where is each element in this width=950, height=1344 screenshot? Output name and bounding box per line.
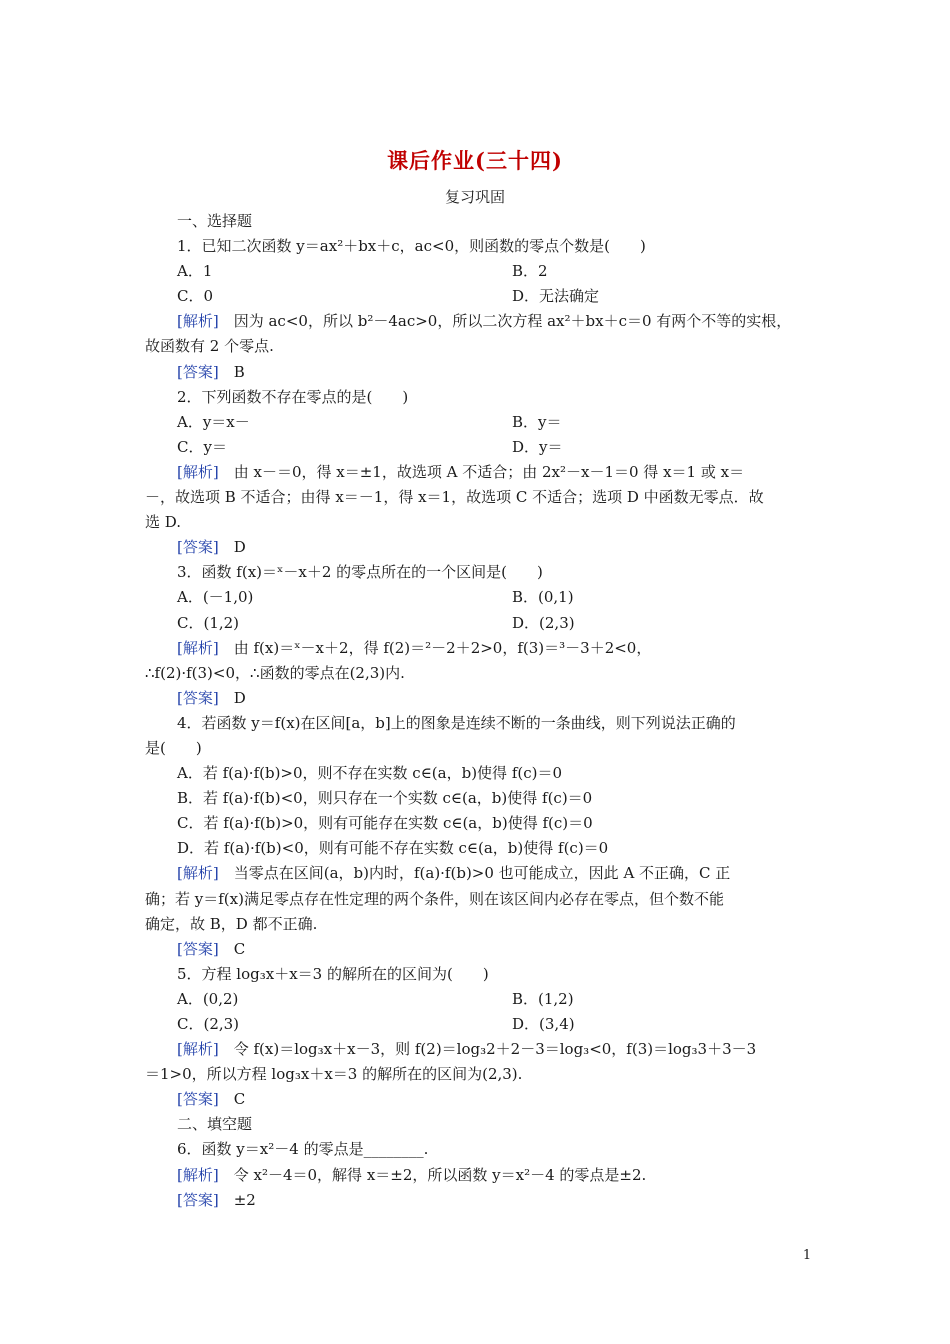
- analysis-text: 当零点在区间(a，b)内时，f(a)·f(b)>0 也可能成立，因此 A 不正确，C 正: [218, 864, 731, 883]
- answer-text: D: [218, 688, 246, 707]
- answer-tag: [答案]: [177, 939, 219, 958]
- section-heading: 一、选择题: [177, 212, 253, 230]
- answer-tag: [答案]: [177, 1190, 219, 1209]
- option: B．(0,1): [512, 588, 574, 607]
- answer: [145, 360, 813, 385]
- option: A．y＝x－: [177, 412, 250, 431]
- page-subtitle: 复习巩固: [444, 188, 505, 206]
- option: B．若 f(a)·f(b)<0，则只存在一个实数 c∈(a，b)使得 f(c)＝0: [177, 789, 593, 808]
- option: A．(0,2): [177, 989, 239, 1008]
- page-number: 1: [802, 1248, 812, 1263]
- question-stem: 是( ): [145, 738, 202, 757]
- analysis-text: 由 x－＝0，得 x＝±1，故选项 A 不适合；由 2x²－x－1＝0 得 x＝1 或 x＝: [218, 462, 745, 481]
- analysis-text: ＝1>0，所以方程 log₃x＋x＝3 的解所在的区间为(2,3).: [145, 1065, 523, 1084]
- answer: [145, 937, 813, 962]
- question-stem: 2．下列函数不存在零点的是( ): [177, 387, 409, 406]
- analysis-tag: [解析]: [177, 1165, 219, 1184]
- options-row: [145, 1012, 813, 1037]
- answer-text: B: [218, 362, 245, 381]
- answer: [145, 1087, 813, 1112]
- question-stem: 4．若函数 y＝f(x)在区间[a，b]上的图象是连续不断的一条曲线，则下列说法正确的: [177, 713, 736, 732]
- analysis-tag: [解析]: [177, 312, 219, 331]
- analysis-tag: [解析]: [177, 1040, 219, 1059]
- options-row: [145, 435, 813, 460]
- question-stem: 1．已知二次函数 y＝ax²＋bx＋c，ac<0，则函数的零点个数是( ): [177, 237, 646, 256]
- option: D．无法确定: [512, 287, 600, 306]
- analysis-text: 由 f(x)＝ˣ－x＋2，得 f(2)＝²－2＋2>0，f(3)＝³－3＋2<0，: [218, 638, 652, 657]
- option: D．y＝: [512, 437, 563, 456]
- analysis: [145, 636, 813, 661]
- options-row: [145, 284, 813, 309]
- section-heading: 二、填空题: [177, 1115, 253, 1134]
- analysis-text: －，故选项 B 不适合；由得 x＝－1，得 x＝1，故选项 C 不适合；选项 D 中函数无零点．故: [145, 488, 764, 507]
- option: A．1: [177, 262, 213, 281]
- option: C．0: [177, 287, 214, 306]
- analysis: [145, 460, 813, 485]
- analysis: [145, 1163, 813, 1188]
- option: D．若 f(a)·f(b)<0，则有可能不存在实数 c∈(a，b)使得 f(c)＝0: [177, 839, 609, 858]
- answer: [145, 535, 813, 560]
- option: D．(3,4): [512, 1015, 575, 1033]
- analysis-tag: [解析]: [177, 638, 219, 657]
- answer-tag: [答案]: [177, 1090, 219, 1109]
- document-body: [145, 209, 813, 1213]
- answer-text: C: [218, 939, 246, 958]
- answer: [145, 686, 813, 711]
- options-row: [145, 987, 813, 1012]
- analysis: [145, 309, 813, 334]
- analysis-text: 因为 ac<0，所以 b²－4ac>0，所以二次方程 ax²＋bx＋c＝0 有两个不等的实根，: [218, 312, 792, 331]
- option: A．若 f(a)·f(b)>0，则不存在实数 c∈(a，b)使得 f(c)＝0: [177, 764, 563, 783]
- analysis-text: ∴f(2)·f(3)<0，∴函数的零点在(2,3)内.: [145, 663, 405, 682]
- answer-text: D: [218, 538, 246, 557]
- analysis: [145, 861, 813, 886]
- answer-tag: [答案]: [177, 362, 219, 381]
- answer-text: ±2: [218, 1190, 256, 1209]
- analysis-tag: [解析]: [177, 462, 219, 481]
- option: B．2: [512, 262, 548, 281]
- option: B．(1,2): [512, 989, 574, 1008]
- question-stem: 6．函数 y＝x²－4 的零点是________.: [177, 1140, 429, 1159]
- option: B．y＝: [512, 412, 562, 431]
- options-row: [145, 611, 813, 636]
- analysis-text: 令 f(x)＝log₃x＋x－3，则 f(2)＝log₃2＋2－3＝log₃<0，f(3)＝log₃3＋3－3: [218, 1040, 757, 1059]
- analysis-text: 确定，故 B，D 都不正确.: [145, 914, 318, 933]
- answer-text: C: [218, 1090, 246, 1109]
- option: C．y＝: [177, 437, 227, 456]
- analysis: [145, 1037, 813, 1062]
- analysis-tag: [解析]: [177, 864, 219, 883]
- analysis-text: 令 x²－4＝0，解得 x＝±2，所以函数 y＝x²－4 的零点是±2.: [218, 1165, 647, 1184]
- option: C．(1,2): [177, 613, 240, 632]
- options-row: [145, 410, 813, 435]
- answer-tag: [答案]: [177, 688, 219, 707]
- analysis-text: 确；若 y＝f(x)满足零点存在性定理的两个条件，则在该区间内必存在零点，但个数不能: [145, 889, 724, 908]
- answer: [145, 1188, 813, 1213]
- page-title: 课后作业(三十四): [387, 148, 563, 173]
- option: C．(2,3): [177, 1015, 240, 1033]
- question-stem: 3．函数 f(x)＝ˣ－x＋2 的零点所在的一个区间是( ): [177, 563, 543, 582]
- option: D．(2,3): [512, 613, 575, 632]
- options-row: [145, 585, 813, 610]
- options-row: [145, 259, 813, 284]
- answer-tag: [答案]: [177, 538, 219, 557]
- analysis-text: 故函数有 2 个零点.: [145, 337, 274, 356]
- analysis-text: 选 D.: [145, 513, 182, 532]
- option: C．若 f(a)·f(b)>0，则有可能存在实数 c∈(a，b)使得 f(c)＝0: [177, 814, 593, 833]
- question-stem: 5．方程 log₃x＋x＝3 的解所在的区间为( ): [177, 964, 489, 983]
- option: A．(－1,0): [177, 588, 254, 607]
